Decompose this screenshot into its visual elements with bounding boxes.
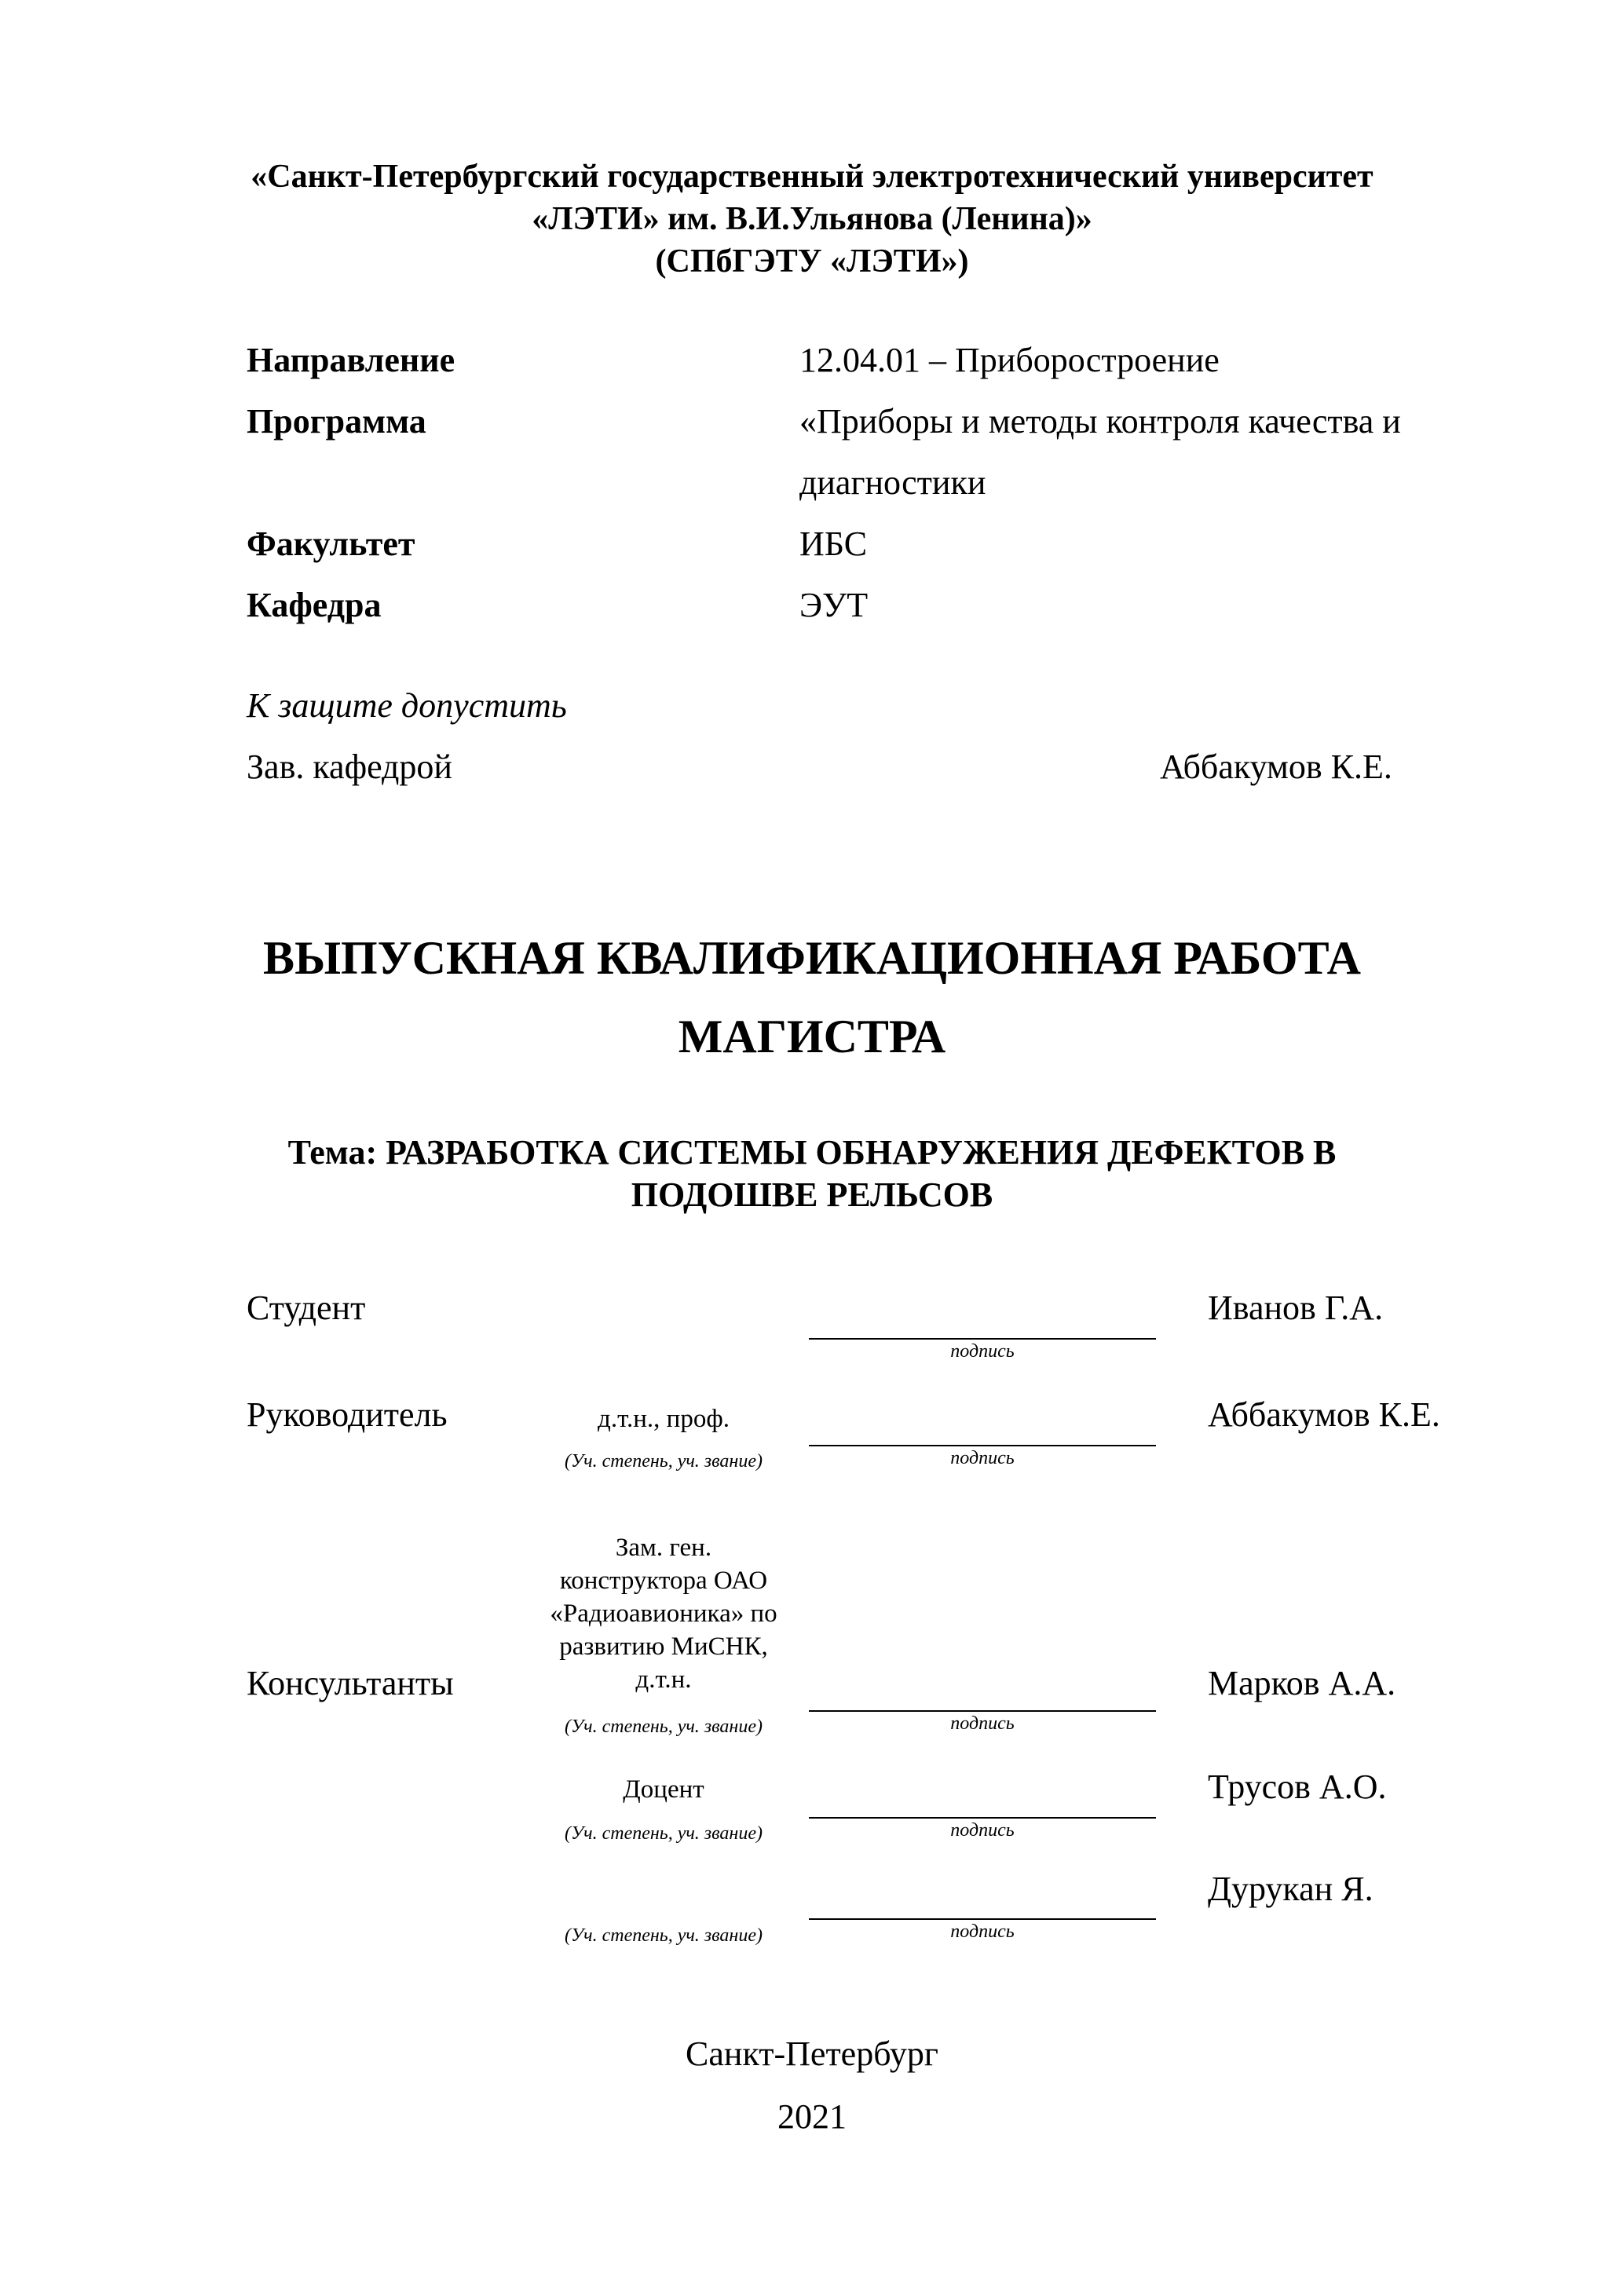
consultant1-rank-line: конструктора ОАО <box>559 1567 768 1595</box>
thesis-topic-line2: ПОДОШВЕ РЕЛЬСОВ <box>631 1175 993 1214</box>
approval-heading: К защите допустить <box>247 686 567 725</box>
faculty-label: Факультет <box>247 525 415 563</box>
consultant1-name: Марков А.А. <box>1208 1664 1396 1702</box>
year: 2021 <box>777 2097 847 2136</box>
consultant1-rank-line: Зам. ген. <box>615 1534 712 1562</box>
consultant3-signature-line <box>809 1918 1156 1920</box>
consultant1-rank-line: развитию МиСНК, <box>559 1632 768 1661</box>
supervisor-rank-caption: (Уч. степень, уч. звание) <box>565 1451 763 1472</box>
consultant1-rank <box>507 1531 821 1696</box>
consultant1-signature-caption: подпись <box>950 1713 1015 1734</box>
thesis-title-line2: МАГИСТРА <box>678 1011 946 1062</box>
city: Санкт-Петербург <box>686 2035 938 2073</box>
consultant2-rank: Доцент <box>623 1775 704 1804</box>
student-name: Иванов Г.А. <box>1208 1289 1384 1327</box>
program-value-continued: диагностики <box>799 463 986 502</box>
consultant3-name: Дурукан Я. <box>1208 1870 1373 1908</box>
consultant3-signature-caption: подпись <box>950 1921 1015 1942</box>
student-signature-line <box>809 1338 1156 1340</box>
consultant1-rank-caption: (Уч. степень, уч. звание) <box>565 1717 763 1737</box>
consultant2-name: Трусов А.О. <box>1208 1768 1387 1806</box>
head-of-department-label: Зав. кафедрой <box>247 748 452 786</box>
supervisor-signature-line <box>809 1445 1156 1446</box>
consultant1-rank-line: «Радиоавионика» по <box>550 1600 777 1628</box>
thesis-title-line1: ВЫПУСКНАЯ КВАЛИФИКАЦИОННАЯ РАБОТА <box>263 932 1361 984</box>
consultants-label: Консультанты <box>247 1664 454 1702</box>
consultant1-rank-line: д.т.н. <box>635 1665 692 1694</box>
student-signature-caption: подпись <box>950 1341 1015 1362</box>
consultant3-rank-caption: (Уч. степень, уч. звание) <box>565 1925 763 1946</box>
consultant1-signature-line <box>809 1710 1156 1712</box>
program-label: Программа <box>247 402 426 441</box>
student-label: Студент <box>247 1289 366 1327</box>
supervisor-rank: д.т.н., проф. <box>598 1405 730 1433</box>
direction-label: Направление <box>247 341 455 379</box>
supervisor-name: Аббакумов К.Е. <box>1208 1395 1440 1434</box>
consultant2-rank-caption: (Уч. степень, уч. звание) <box>565 1823 763 1844</box>
university-name-line2: «ЛЭТИ» им. В.И.Ульянова (Ленина)» <box>532 201 1092 237</box>
thesis-topic-line1: Тема: РАЗРАБОТКА СИСТЕМЫ ОБНАРУЖЕНИЯ ДЕФЕКТОВ В <box>287 1133 1337 1172</box>
university-name-line1: «Санкт-Петербургский государственный электротехнический университет <box>251 159 1373 195</box>
university-abbreviation: (СПбГЭТУ «ЛЭТИ») <box>655 243 969 280</box>
head-of-department-name: Аббакумов К.Е. <box>1160 748 1392 786</box>
consultant2-signature-caption: подпись <box>950 1820 1015 1841</box>
department-label: Кафедра <box>247 586 382 624</box>
faculty-value: ИБС <box>799 525 868 563</box>
supervisor-signature-caption: подпись <box>950 1448 1015 1468</box>
supervisor-label: Руководитель <box>247 1395 448 1434</box>
direction-value: 12.04.01 – Приборостроение <box>799 341 1220 379</box>
program-value: «Приборы и методы контроля качества и <box>799 402 1401 441</box>
department-value: ЭУТ <box>799 586 869 624</box>
consultant2-signature-line <box>809 1817 1156 1819</box>
